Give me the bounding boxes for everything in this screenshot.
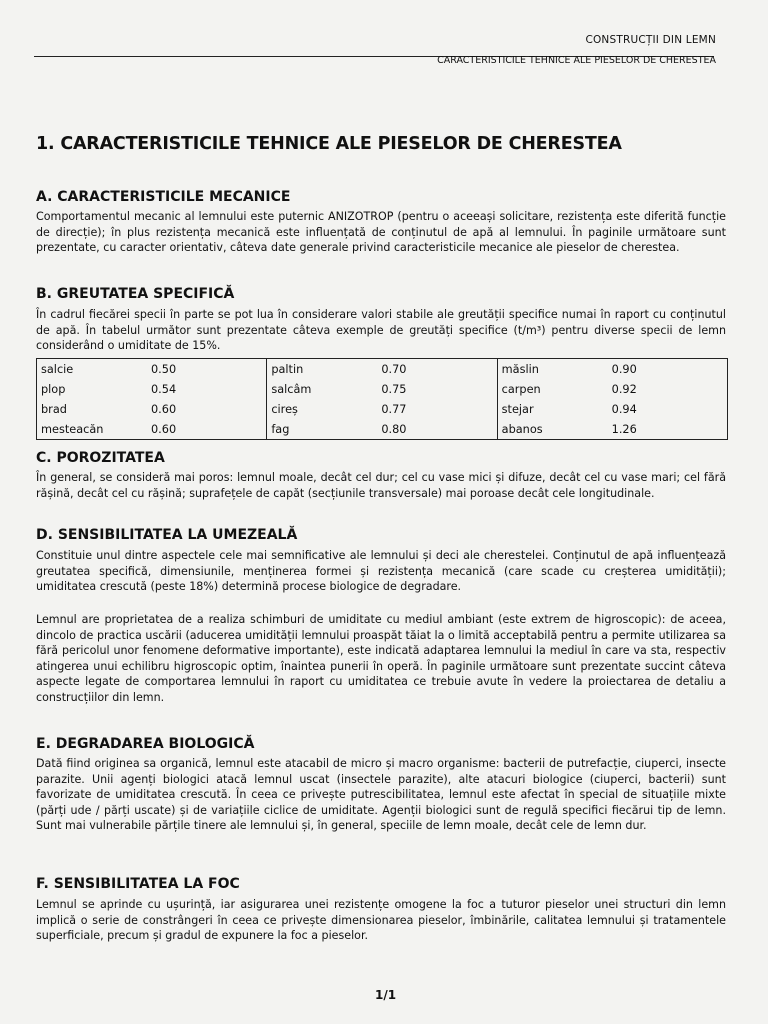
heading-biological: E. DEGRADAREA BIOLOGICĂ bbox=[36, 736, 255, 752]
species-value: 0.60 bbox=[151, 422, 177, 436]
species-value: 0.94 bbox=[611, 402, 637, 416]
species-name: salcie bbox=[41, 362, 74, 376]
paragraph-biological: Dată fiind originea sa organică, lemnul este atacabil de micro și macro organisme: bacterii de putrefacție, ciuperci, insecte parazite. Unii agenți biologici atacă lemnul uscat (insectele parazite), alte atacuri biologice (ciuperci, bacterii) sunt favorizate de umiditatea crescută. În ceea ce privește putrescibilitatea, lemnul este afectat în special de situațiile mixte (părți ude / părți uscate) și de variațiile ciclice de umiditate. Agenții biologici sunt de regulă specifici fiecărui tip de lemn. Sunt mai vulnerabile părțile tinere ale lemnului și, în general, speciile de lemn moale, decât cele de lemn dur. bbox=[36, 757, 726, 832]
species-value: 1.26 bbox=[611, 422, 637, 436]
paragraph-porosity: În general, se consideră mai poros: lemnul moale, decât cel dur; cel cu vase mici și difuze, decât cel cu vase mari; cel fără rășină, decât cel cu rășină; suprafețele de capăt (secțiunile transversale) mai poroase decât cele longitudinale. bbox=[36, 471, 726, 500]
species-value: 0.54 bbox=[151, 382, 177, 396]
species-value: 0.50 bbox=[151, 362, 177, 376]
heading-porosity: C. POROZITATEA bbox=[36, 450, 165, 466]
species-name: brad bbox=[41, 402, 67, 416]
species-value: 0.60 bbox=[151, 402, 177, 416]
table-row bbox=[498, 399, 727, 419]
species-value: 0.77 bbox=[381, 402, 407, 416]
species-name: fag bbox=[271, 422, 290, 436]
table-row bbox=[498, 419, 727, 439]
page-number: 1/1 bbox=[375, 988, 397, 1002]
species-value: 0.90 bbox=[611, 362, 637, 376]
table-row bbox=[37, 419, 266, 439]
specific-weight-table bbox=[36, 358, 728, 440]
running-header-chapter: CARACTERISTICILE TEHNICE ALE PIESELOR DE CHERESTEA bbox=[437, 55, 716, 66]
table-row bbox=[498, 359, 727, 379]
page-title: 1. CARACTERISTICILE TEHNICE ALE PIESELOR DE CHERESTEA bbox=[36, 134, 622, 154]
table-row bbox=[267, 359, 496, 379]
table-group bbox=[267, 359, 497, 440]
species-name: măslin bbox=[501, 362, 539, 376]
table-row bbox=[267, 399, 496, 419]
table-row bbox=[37, 359, 266, 379]
species-name: paltin bbox=[271, 362, 304, 376]
paragraph-mechanical: Comportamentul mecanic al lemnului este puternic ANIZOTROP (pentru o aceeași solicitare, rezistența este diferită funcție de direcție); în plus rezistența mecanică este influențată de conținutul de apă al lemnului. În paginile următoare sunt prezentate, cu caracter orientativ, câteva date generale privind caracteristicile mecanice ale pieselor de cherestea. bbox=[36, 210, 726, 254]
species-name: carpen bbox=[501, 382, 541, 396]
species-value: 0.92 bbox=[611, 382, 637, 396]
species-value: 0.70 bbox=[381, 362, 407, 376]
species-name: plop bbox=[41, 382, 66, 396]
heading-mechanical: A. CARACTERISTICILE MECANICE bbox=[36, 189, 291, 205]
table-row bbox=[498, 379, 727, 399]
species-name: salcâm bbox=[271, 382, 312, 396]
paragraph-moisture-1: Constituie unul dintre aspectele cele mai semnificative ale lemnului și deci ale cherestelei. Conținutul de apă influențează greutatea specifică, dimensiunile, menținerea formei și rezistența mecanică (care scade cu creșterea umidității); umiditatea crescută (peste 18%) determină procese biologice de degradare. bbox=[36, 549, 726, 593]
paragraph-fire: Lemnul se aprinde cu ușurință, iar asigurarea unei rezistențe omogene la foc a tuturor pieselor unei structuri din lemn implică o serie de constrângeri în ceea ce privește dimensionarea pieselor, îmbinările, calitatea lemnului și tratamentele superficiale, precum și gradul de expunere la foc a pieselor. bbox=[36, 898, 726, 942]
species-name: stejar bbox=[501, 402, 534, 416]
paragraph-moisture-2: Lemnul are proprietatea de a realiza schimburi de umiditate cu mediul ambiant (este extrem de higroscopic): de aceea, dincolo de practica uscării (aducerea umidității lemnului proaspăt tăiat la o limită acceptabilă pentru a permite utilizarea sa fără pericolul unor fenomene deformative importante), este indicată adaptarea lemnului la mediul în care va sta, respectiv atingerea unui echilibru higroscopic optim, înaintea punerii în operă. În paginile următoare sunt prezentate succint câteva aspecte legate de comportarea lemnului în raport cu umiditatea ce trebuie avute în vedere la proiectarea de detaliu a construcțiilor din lemn. bbox=[36, 613, 726, 704]
species-value: 0.80 bbox=[381, 422, 407, 436]
species-value: 0.75 bbox=[381, 382, 407, 396]
running-header-book: CONSTRUCȚII DIN LEMN bbox=[585, 34, 716, 46]
species-name: cireș bbox=[271, 402, 298, 416]
table-group bbox=[497, 359, 727, 440]
table-row bbox=[267, 419, 496, 439]
paragraph-specific-weight: În cadrul fiecărei specii în parte se pot lua în considerare valori stabile ale greutății specifice numai în raport cu conținutul de apă. În tabelul următor sunt prezentate câteva exemple de greutăți specifice (t/m³) pentru diverse specii de lemn considerând o umiditate de 15%. bbox=[36, 308, 726, 352]
species-name: abanos bbox=[501, 422, 543, 436]
species-name: mesteacăn bbox=[41, 422, 104, 436]
table-row bbox=[267, 379, 496, 399]
heading-fire: F. SENSIBILITATEA LA FOC bbox=[36, 876, 240, 892]
heading-moisture: D. SENSIBILITATEA LA UMEZEALĂ bbox=[36, 527, 298, 543]
table-group bbox=[37, 359, 267, 440]
heading-specific-weight: B. GREUTATEA SPECIFICĂ bbox=[36, 286, 235, 302]
table-row bbox=[37, 379, 266, 399]
table-row bbox=[37, 399, 266, 419]
